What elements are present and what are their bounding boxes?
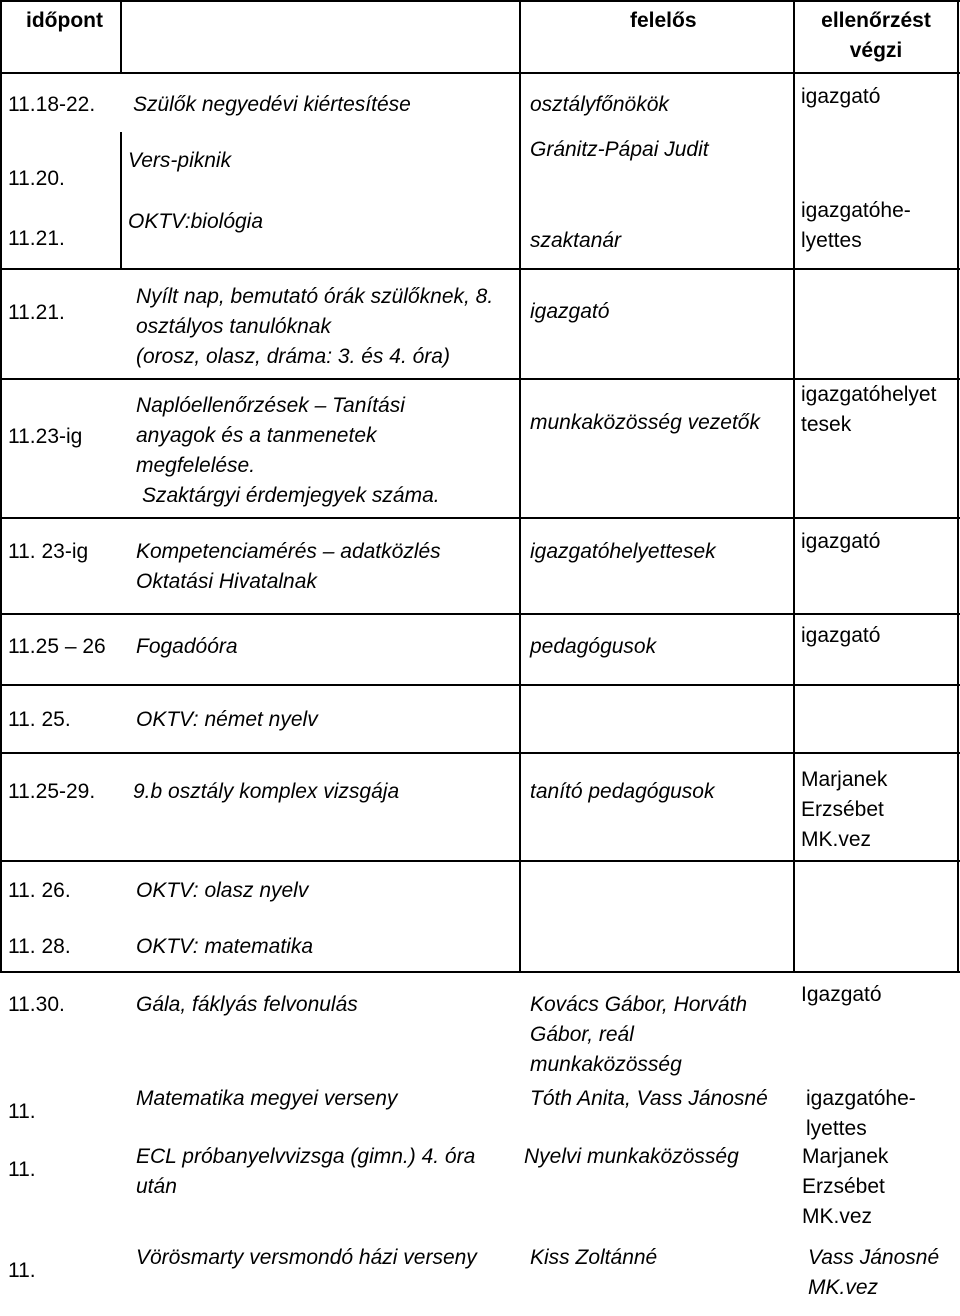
row-responsible-line3: munkaközösség (530, 1053, 682, 1076)
row-event-line1: ECL próbanyelvvizsga (gimn.) 4. óra (136, 1145, 476, 1168)
row-date: 11.21. (8, 301, 65, 324)
row-responsible: osztályfőnökök (530, 93, 669, 116)
row-date: 11. 23-ig (8, 540, 89, 563)
row-checker-line1: igazgatóhelyet (801, 383, 937, 406)
header-divider (0, 72, 960, 74)
column-divider (120, 0, 122, 72)
row-event: Matematika megyei verseny (136, 1087, 398, 1110)
header-checker-line2: végzi (849, 39, 903, 62)
row-date: 11. (8, 1158, 36, 1181)
row-date: 11.20. (8, 167, 65, 190)
row-divider (0, 860, 960, 862)
row-date: 11.25-29. (8, 780, 96, 803)
row-event-line2: osztályos tanulóknak (136, 315, 331, 338)
header-responsible: felelős (630, 9, 697, 32)
row-divider (0, 613, 960, 615)
row-event: OKTV: német nyelv (136, 708, 318, 731)
row-event-line2: Oktatási Hivatalnak (136, 570, 317, 593)
header-date: időpont (26, 9, 103, 32)
row-date: 11. 28. (8, 935, 71, 958)
row-responsible: igazgatóhelyettesek (530, 540, 716, 563)
table-border-left (0, 0, 2, 971)
row-event: OKTV: olasz nyelv (136, 879, 309, 902)
row-checker: igazgató (801, 530, 881, 553)
row-checker-line2: MK.vez (808, 1276, 879, 1299)
row-event: Fogadóóra (136, 635, 238, 658)
row-event-line2: anyagok és a tanmenetek (136, 424, 377, 447)
row-event: Gála, fáklyás felvonulás (136, 993, 358, 1016)
row-responsible: Gránitz-Pápai Judit (530, 138, 709, 161)
row-responsible-line1: Kovács Gábor, Horváth (530, 993, 748, 1016)
row-checker-line1: Marjanek (802, 1145, 889, 1168)
row-event: Szülők negyedévi kiértesítése (133, 93, 411, 116)
row-date: 11.18-22. (8, 93, 96, 116)
row-date: 11. (8, 1100, 36, 1123)
row-checker-line2: Erzsébet (802, 1175, 885, 1198)
row-event: Vörösmarty versmondó házi verseny (136, 1246, 477, 1269)
row-date: 11. (8, 1259, 36, 1282)
row-responsible: Kiss Zoltánné (530, 1246, 658, 1269)
row-event-line3: megfelelése. (136, 454, 256, 477)
row-checker-line1: igazgatóhe- (801, 199, 911, 222)
row-event-line3: (orosz, olasz, dráma: 3. és 4. óra) (136, 345, 450, 368)
row-checker-line1: Marjanek (801, 768, 888, 791)
row-date: 11.25 – 26 (8, 635, 106, 658)
row-checker-line1: Vass Jánosné (808, 1246, 940, 1269)
row-divider (0, 517, 960, 519)
header-checker-line1: ellenőrzést (821, 9, 931, 32)
row-checker: Igazgató (801, 983, 882, 1006)
table-border-top (0, 0, 960, 2)
row-event: 9.b osztály komplex vizsgája (133, 780, 400, 803)
row-responsible: tanító pedagógusok (530, 780, 715, 803)
row-responsible: szaktanár (530, 229, 622, 252)
row-divider (0, 752, 960, 754)
row-checker-line2: Erzsébet (801, 798, 884, 821)
row-checker: igazgató (801, 624, 881, 647)
row-checker-line1: igazgatóhe- (806, 1087, 916, 1110)
row-divider (0, 684, 960, 686)
column-divider (793, 0, 795, 971)
row-event-line1: Kompetenciamérés – adatközlés (136, 540, 441, 563)
row-responsible: munkaközösség vezetők (530, 411, 760, 434)
table-border-right (957, 0, 959, 971)
row-checker-line2: tesek (801, 413, 852, 436)
row-event: OKTV:biológia (128, 210, 264, 233)
row-divider (0, 971, 960, 973)
row-responsible-line2: Gábor, reál (530, 1023, 634, 1046)
row-date: 11.23-ig (8, 425, 83, 448)
row-responsible: igazgató (530, 300, 610, 323)
column-divider (519, 0, 521, 971)
row-date: 11.21. (8, 227, 65, 250)
row-responsible: pedagógusok (530, 635, 657, 658)
row-event-line4: Szaktárgyi érdemjegyek száma. (142, 484, 440, 507)
row-date: 11.30. (8, 993, 65, 1016)
row-checker: igazgató (801, 85, 881, 108)
row-event-line1: Naplóellenőrzések – Tanítási (136, 394, 405, 417)
column-divider (120, 132, 122, 268)
row-responsible: Tóth Anita, Vass Jánosné (530, 1087, 768, 1110)
row-checker-line2: lyettes (801, 229, 862, 252)
row-divider (0, 268, 960, 270)
row-event-line2: után (136, 1175, 177, 1198)
row-date: 11. 25. (8, 708, 71, 731)
row-date: 11. 26. (8, 879, 71, 902)
row-event: Vers-piknik (128, 149, 232, 172)
row-event: OKTV: matematika (136, 935, 314, 958)
row-event-line1: Nyílt nap, bemutató órák szülőknek, 8. (136, 285, 494, 308)
row-checker-line3: MK.vez (802, 1205, 873, 1228)
row-checker-line3: MK.vez (801, 828, 872, 851)
row-checker-line2: lyettes (806, 1117, 867, 1140)
row-responsible: Nyelvi munkaközösség (524, 1145, 739, 1168)
